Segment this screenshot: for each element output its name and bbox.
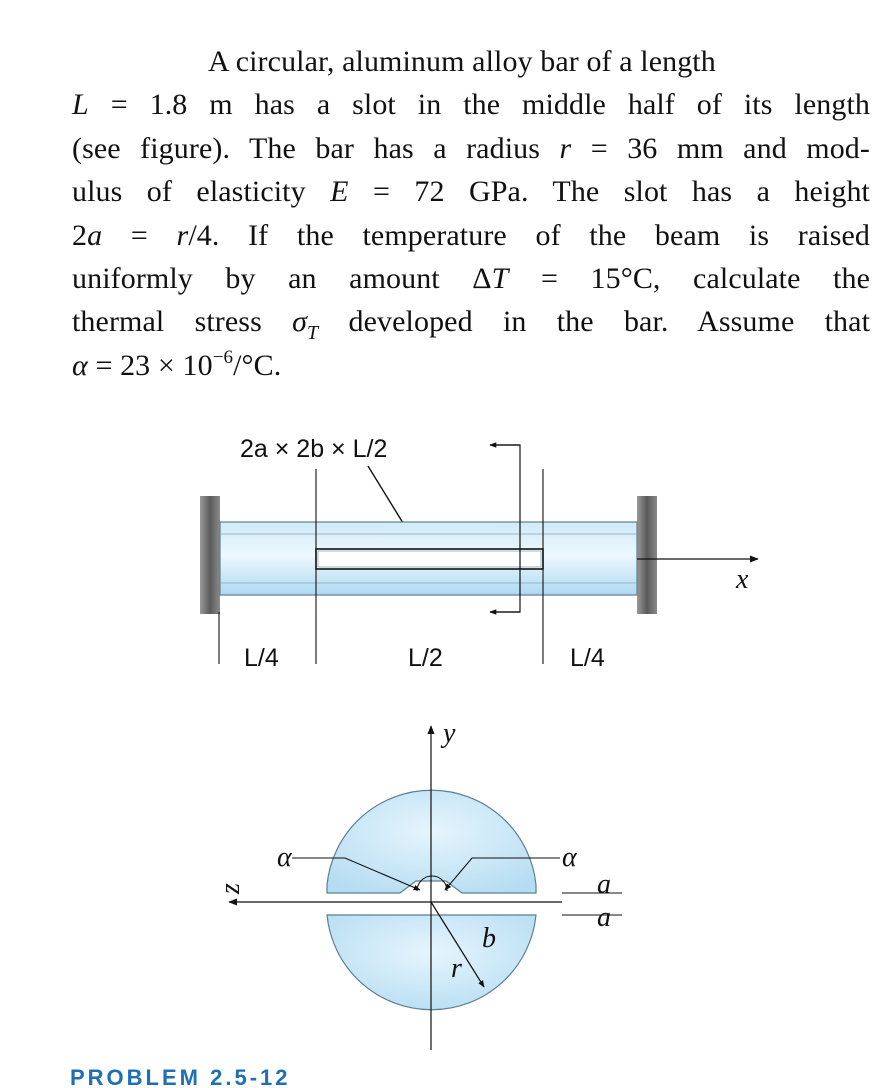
slot-dims-label: 2a × 2b × L/2 xyxy=(240,435,388,463)
text-line6a: uniformly by an amount Δ xyxy=(72,262,492,296)
text-line8b: /°C. xyxy=(233,348,282,382)
var-alpha: α xyxy=(72,348,88,382)
segment-mid-label: L/2 xyxy=(408,644,443,672)
segment-right-label: L/4 xyxy=(570,644,605,672)
exponent: −6 xyxy=(212,346,234,368)
text-line7a: thermal stress xyxy=(72,305,293,339)
y-axis-label: y xyxy=(443,718,456,749)
text-line3a: (see figure). The bar has a radius xyxy=(72,131,560,165)
text-line4b: = 72 GPa. The slot has a height xyxy=(348,175,870,209)
text-line6b: = 15°C, calculate the xyxy=(508,262,871,296)
text-line8a: = 23 × 10 xyxy=(87,348,213,382)
alpha-right-label: α xyxy=(562,842,577,873)
text-line3b: = 36 mm and mod- xyxy=(571,131,870,165)
segment-left-label: L/4 xyxy=(244,644,279,672)
alpha-left-label: α xyxy=(277,842,292,873)
slot xyxy=(316,549,543,569)
var-T: T xyxy=(491,262,509,296)
sigma-subscript: T xyxy=(307,322,319,345)
dim-a-bottom-label: a xyxy=(597,902,611,933)
var-L: L xyxy=(72,88,89,122)
x-axis-label: x xyxy=(736,564,749,595)
b-label: b xyxy=(482,923,496,954)
radius-label: r xyxy=(451,953,462,984)
problem-banner: PROBLEM 2.5-12 xyxy=(70,1068,291,1088)
var-r: r xyxy=(559,131,572,165)
text-line4a: ulus of elasticity xyxy=(72,175,331,209)
var-E: E xyxy=(330,175,349,209)
text-line5a: 2 xyxy=(72,218,88,252)
var-a: a xyxy=(87,218,103,252)
text-line1: A circular, aluminum alloy bar of a length xyxy=(208,45,716,78)
text-line7b: developed in the bar. Assume that xyxy=(318,305,870,339)
left-wall xyxy=(200,496,220,614)
dim-a-top-label: a xyxy=(597,869,611,900)
right-wall xyxy=(637,496,657,614)
text-line5b: = xyxy=(102,218,177,252)
var-r-2: r xyxy=(176,218,189,252)
z-axis-label: z xyxy=(215,883,246,894)
text-line2: = 1.8 m has a slot in the middle half of its length xyxy=(88,88,870,122)
text-line5c: /4. If the temperature of the beam is raised xyxy=(188,218,870,252)
var-sigma: σ xyxy=(292,305,308,339)
